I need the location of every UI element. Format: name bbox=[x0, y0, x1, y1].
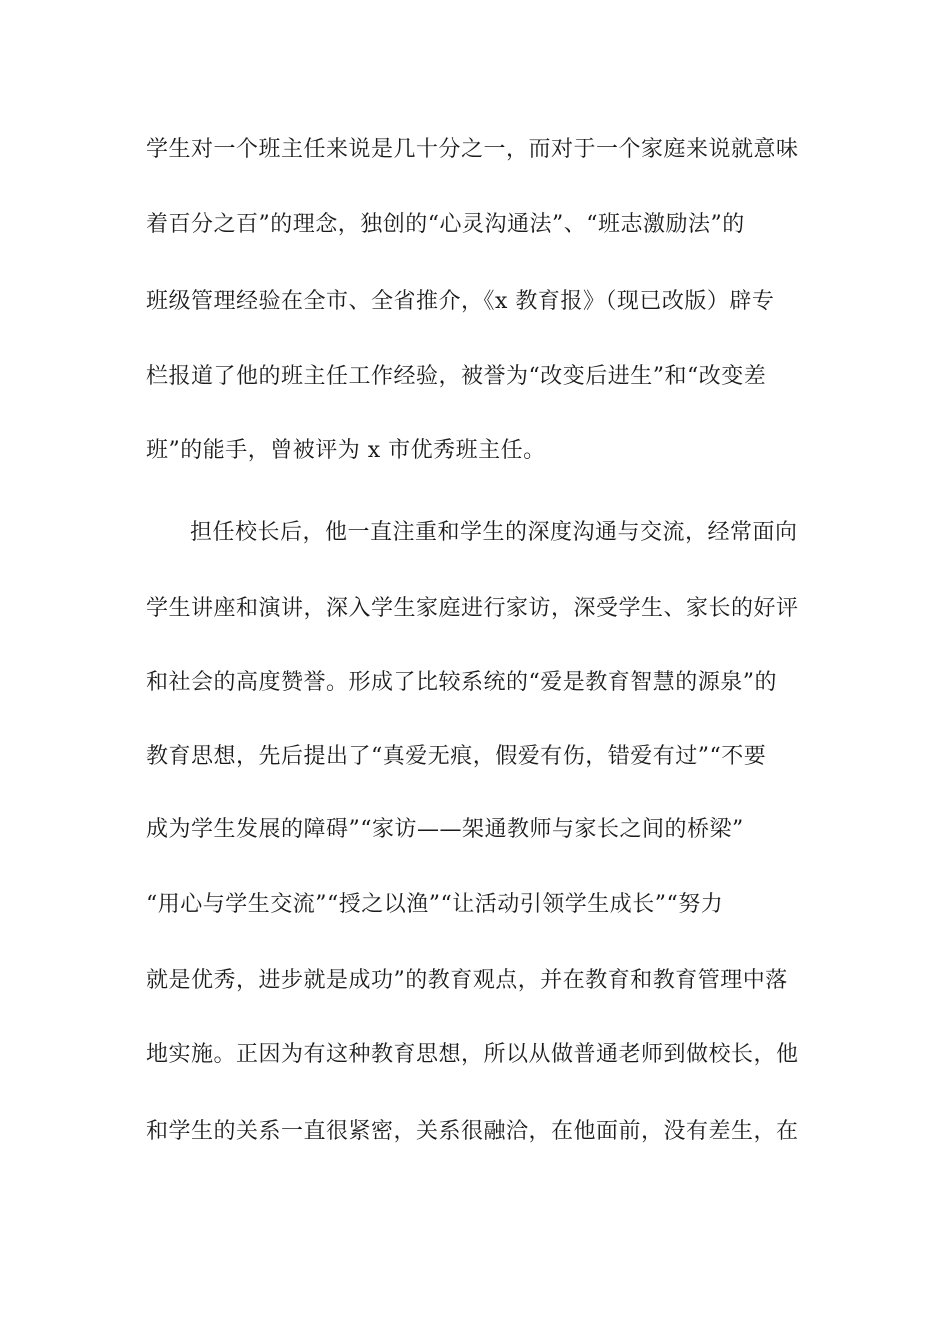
paragraph-2-line-7: 就是优秀，进步就是成功”的教育观点，并在教育和教育管理中落 bbox=[146, 968, 788, 993]
paragraph-1-line-4: 栏报道了他的班主任工作经验，被誉为“改变后进生”和“改变差 bbox=[146, 364, 767, 389]
paragraph-2-line-6: “用心与学生交流”“授之以渔”“让活动引领学生成长”“努力 bbox=[146, 892, 724, 917]
paragraph-2-line-3: 和社会的高度赞誉。形成了比较系统的“爱是教育智慧的源泉”的 bbox=[146, 670, 777, 695]
paragraph-2-line-4: 教育思想，先后提出了“真爱无痕，假爱有伤，错爱有过”“不要 bbox=[146, 744, 767, 769]
paragraph-2-line-5: 成为学生发展的障碍”“家访——架通教师与家长之间的桥梁” bbox=[146, 817, 744, 842]
paragraph-2-line-2: 学生讲座和演讲，深入学生家庭进行家访，深受学生、家长的好评 bbox=[146, 596, 799, 621]
paragraph-1-line-3: 班级管理经验在全市、全省推介，《x 教育报》（现已改版）辟专 bbox=[146, 289, 775, 314]
paragraph-1-line-1: 学生对一个班主任来说是几十分之一，而对于一个家庭来说就意味 bbox=[146, 137, 799, 162]
paragraph-2-line-9: 和学生的关系一直很紧密，关系很融洽，在他面前，没有差生，在 bbox=[146, 1119, 799, 1144]
paragraph-2-line-8: 地实施。正因为有这种教育思想，所以从做普通老师到做校长，他 bbox=[146, 1042, 799, 1067]
paragraph-2-line-1: 担任校长后，他一直注重和学生的深度沟通与交流，经常面向 bbox=[190, 520, 798, 545]
paragraph-1-line-2: 着百分之百”的理念，独创的“心灵沟通法”、“班志激励法”的 bbox=[146, 212, 745, 237]
paragraph-1-line-5: 班”的能手，曾被评为 x 市优秀班主任。 bbox=[146, 438, 546, 463]
